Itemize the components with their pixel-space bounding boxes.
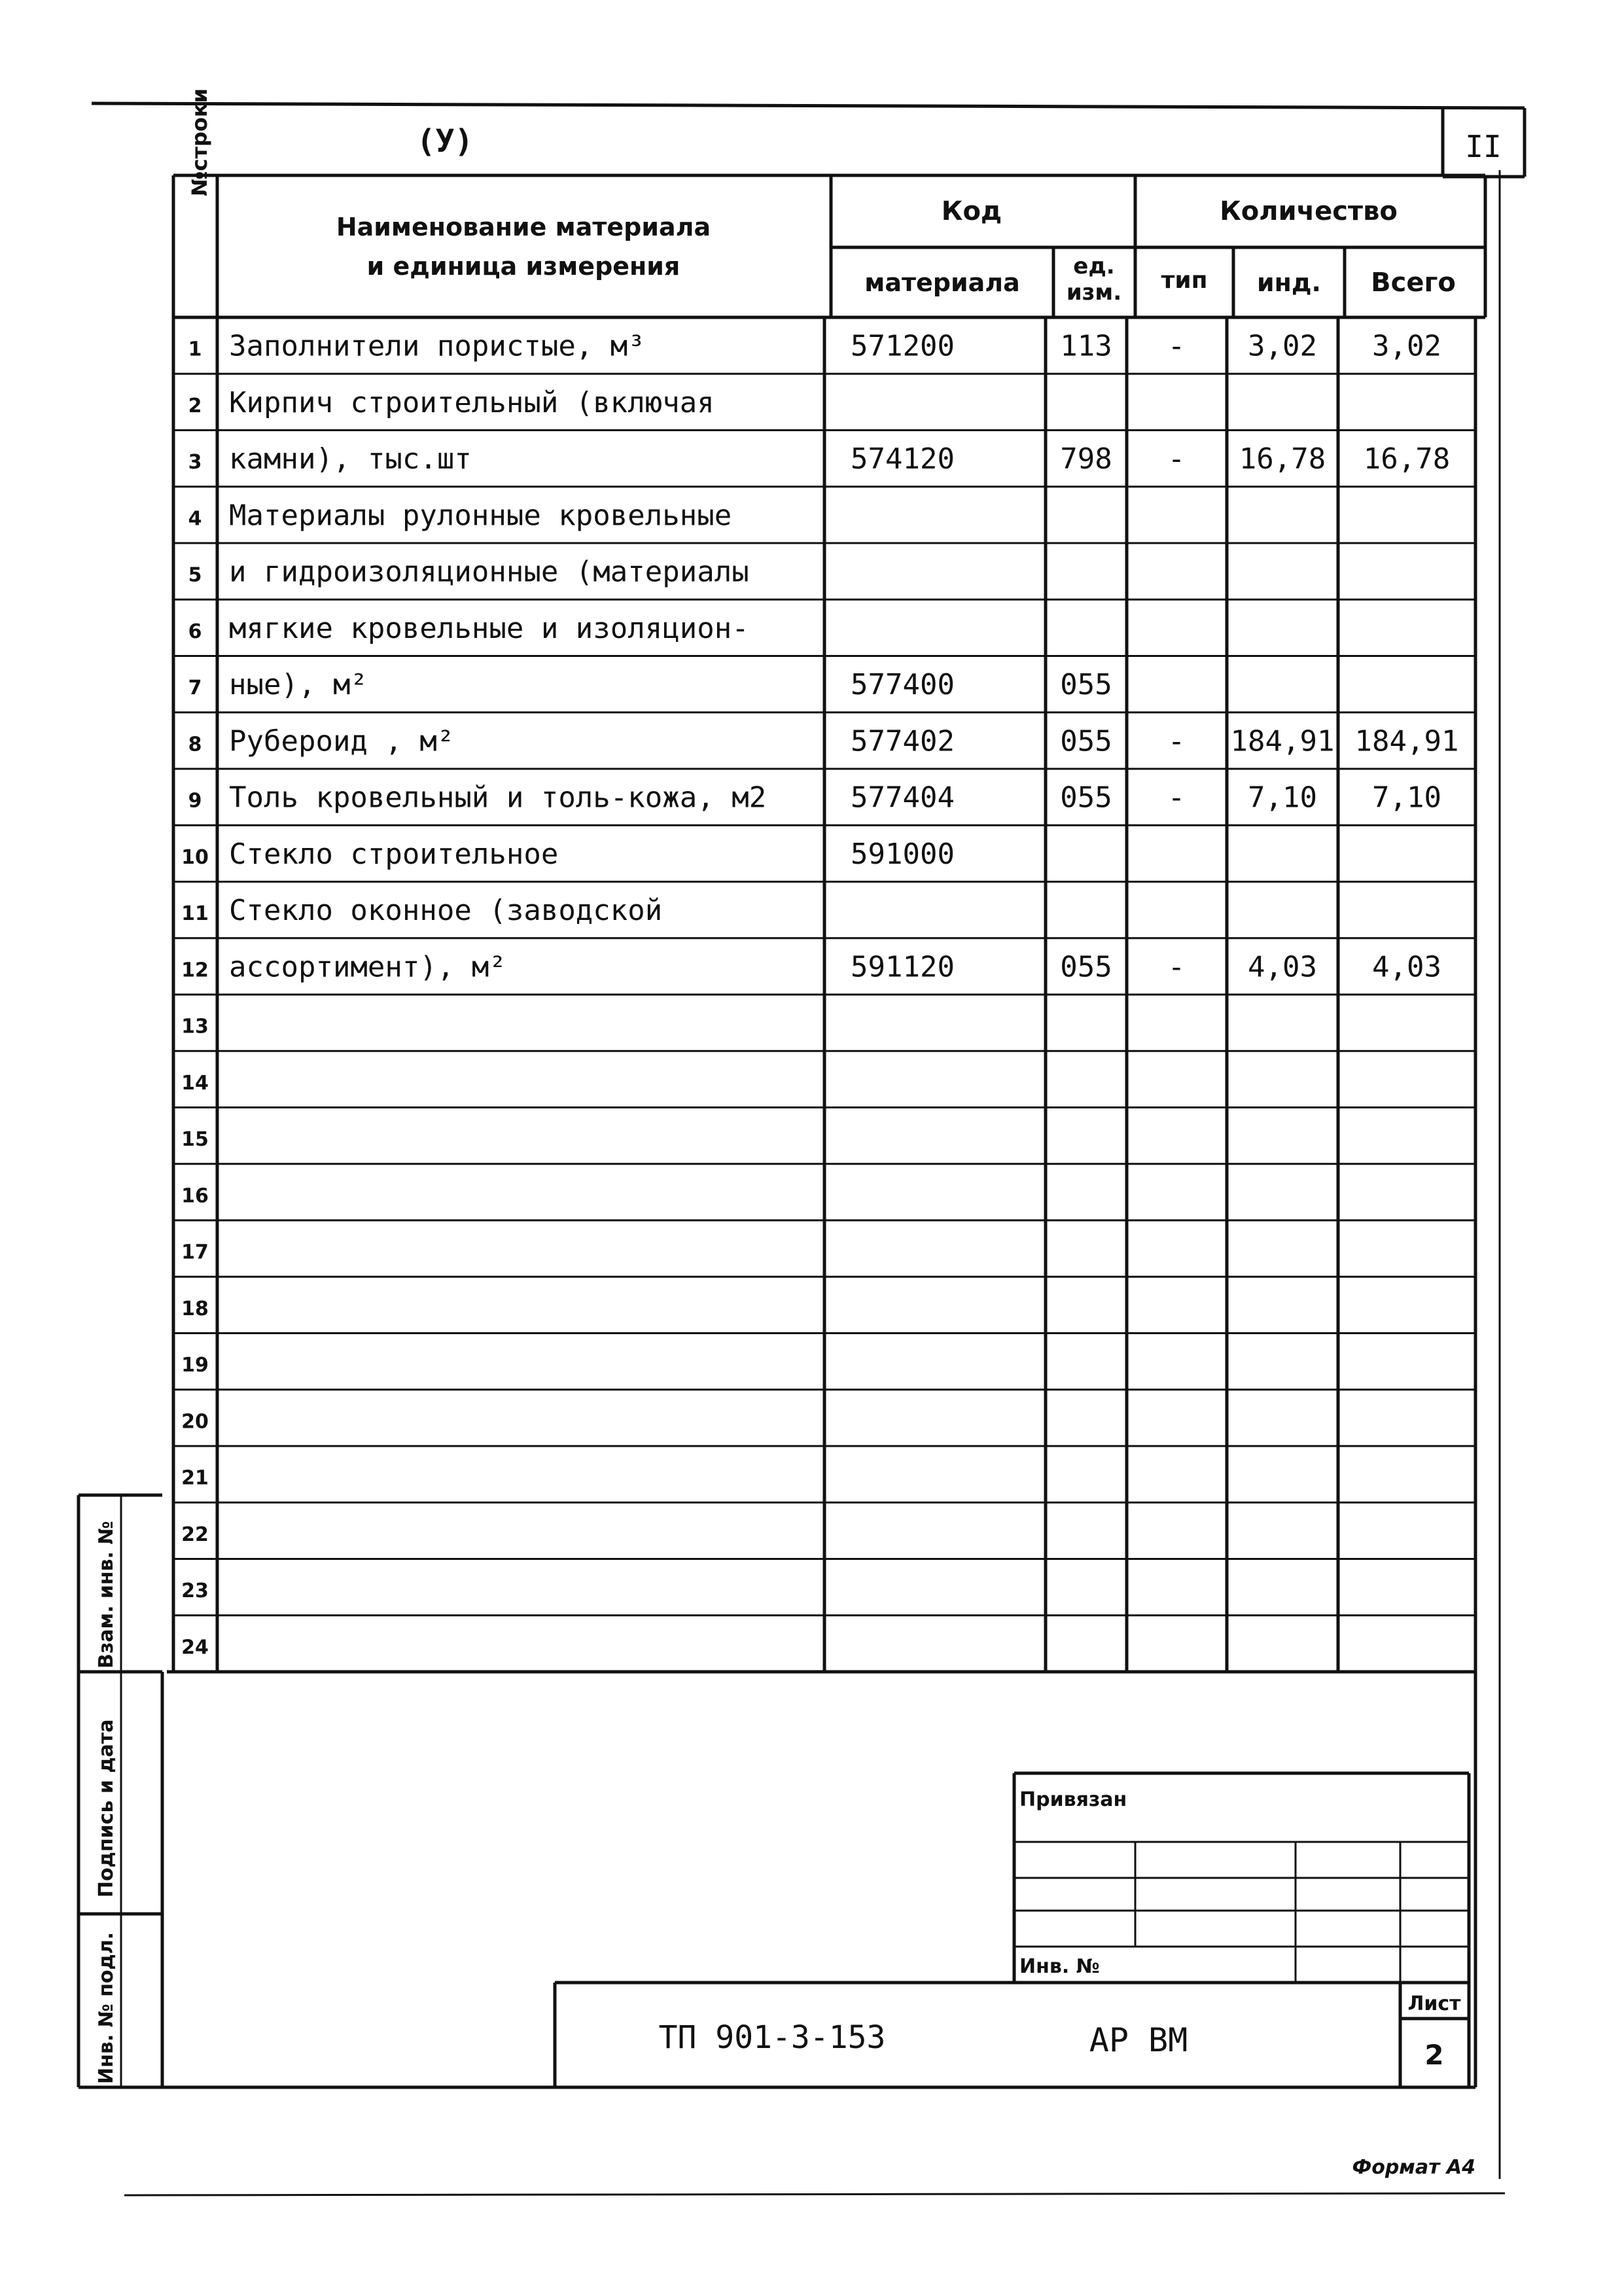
row-number: 4 bbox=[188, 507, 202, 531]
side-label-replace-inventory: Взам. инв. № bbox=[95, 1521, 118, 1669]
material-name: и гидроизоляционные (материалы bbox=[229, 555, 749, 589]
header-unit-line1: ед. bbox=[1073, 253, 1115, 279]
material-code: 591120 bbox=[851, 950, 955, 984]
material-name: Материалы рулонные кровельные bbox=[229, 499, 732, 533]
unit-code: 113 bbox=[1060, 329, 1112, 363]
row-number: 8 bbox=[188, 733, 202, 756]
unit-code: 798 bbox=[1060, 442, 1112, 476]
row-number: 2 bbox=[188, 394, 202, 417]
material-code: 591000 bbox=[851, 837, 955, 871]
material-code: 577400 bbox=[851, 668, 955, 702]
header-material: материала bbox=[864, 268, 1020, 297]
total-quantity: 7,10 bbox=[1372, 781, 1441, 815]
row-number: 18 bbox=[181, 1297, 209, 1320]
row-number: 23 bbox=[181, 1580, 209, 1603]
material-name: Толь кровельный и толь-кожа, м2 bbox=[229, 781, 767, 815]
individual-quantity: 7,10 bbox=[1248, 781, 1317, 815]
stamp-sheet-number: 2 bbox=[1424, 2039, 1444, 2071]
material-name: камни), тыс.шт bbox=[229, 442, 472, 476]
header-type: тип bbox=[1161, 267, 1208, 294]
stamp-section: АР ВМ bbox=[1089, 2021, 1188, 2059]
format-note: Формат А4 bbox=[1352, 2156, 1475, 2179]
row-number: 3 bbox=[188, 451, 202, 474]
header-ind: инд. bbox=[1256, 268, 1322, 297]
individual-quantity: 4,03 bbox=[1248, 950, 1317, 984]
stamp-inventory-label: Инв. № bbox=[1019, 1955, 1100, 1978]
header-total: Всего bbox=[1371, 268, 1456, 298]
header-name-line2: и единица измерения bbox=[366, 252, 680, 281]
material-name: ассортимент), м² bbox=[229, 950, 506, 984]
stamp-designation: ТП 901-3-153 bbox=[658, 2019, 886, 2056]
row-number: 16 bbox=[181, 1184, 209, 1208]
row-number: 21 bbox=[181, 1466, 209, 1490]
row-number: 7 bbox=[188, 677, 202, 700]
material-code: 574120 bbox=[851, 442, 955, 476]
row-number: 24 bbox=[181, 1636, 209, 1659]
row-number: 11 bbox=[181, 902, 209, 926]
material-name: Заполнители пористые, м³ bbox=[229, 329, 645, 363]
row-number: 12 bbox=[181, 959, 209, 982]
material-code: 571200 bbox=[851, 329, 955, 363]
row-number: 6 bbox=[188, 620, 202, 643]
material-name: Рубероид , м² bbox=[229, 724, 455, 758]
row-number: 13 bbox=[181, 1015, 209, 1038]
row-number: 19 bbox=[181, 1354, 209, 1377]
total-quantity: 4,03 bbox=[1372, 950, 1441, 984]
unit-code: 055 bbox=[1060, 724, 1112, 758]
variant-mark: (У) bbox=[416, 123, 474, 160]
sheet-corner-number: II bbox=[1465, 129, 1502, 164]
total-quantity: 16,78 bbox=[1363, 442, 1451, 476]
individual-quantity: 184,91 bbox=[1230, 724, 1335, 758]
individual-quantity: 3,02 bbox=[1248, 329, 1317, 363]
type-quantity: - bbox=[1167, 329, 1186, 363]
material-code: 577404 bbox=[851, 781, 955, 815]
individual-quantity: 16,78 bbox=[1239, 442, 1326, 476]
row-number: 17 bbox=[181, 1241, 209, 1264]
unit-code: 055 bbox=[1060, 950, 1112, 984]
header-quantity: Количество bbox=[1220, 196, 1398, 226]
type-quantity: - bbox=[1167, 950, 1186, 984]
material-name: ные), м² bbox=[229, 668, 368, 702]
material-name: Стекло оконное (заводской bbox=[229, 894, 663, 928]
row-number: 14 bbox=[181, 1071, 209, 1095]
header-unit-line2: изм. bbox=[1066, 279, 1122, 306]
side-label-original-inventory: Инв. № подл. bbox=[95, 1932, 118, 2084]
header-code: Код bbox=[941, 196, 1002, 226]
material-name: Стекло строительное bbox=[229, 837, 559, 871]
header-name-line1: Наименование материала bbox=[336, 213, 711, 241]
total-quantity: 184,91 bbox=[1354, 724, 1459, 758]
total-quantity: 3,02 bbox=[1372, 329, 1441, 363]
header-row-number: №строки bbox=[187, 88, 212, 196]
row-number: 20 bbox=[181, 1410, 209, 1434]
stamp-sheet-label: Лист bbox=[1407, 1992, 1461, 2015]
unit-code: 055 bbox=[1060, 668, 1112, 702]
row-number: 1 bbox=[188, 338, 202, 361]
material-name: мягкие кровельные и изоляцион- bbox=[229, 611, 749, 645]
row-number: 15 bbox=[181, 1128, 209, 1152]
unit-code: 055 bbox=[1060, 781, 1112, 815]
type-quantity: - bbox=[1167, 781, 1186, 815]
row-number: 10 bbox=[181, 845, 209, 869]
type-quantity: - bbox=[1167, 724, 1186, 758]
side-label-signature-date: Подпись и дата bbox=[95, 1719, 118, 1898]
material-code: 577402 bbox=[851, 724, 955, 758]
material-name: Кирпич строительный (включая bbox=[229, 385, 715, 419]
row-number: 22 bbox=[181, 1523, 209, 1546]
stamp-bound-label: Привязан bbox=[1019, 1788, 1127, 1811]
type-quantity: - bbox=[1167, 442, 1186, 476]
row-number: 9 bbox=[188, 789, 202, 813]
row-number: 5 bbox=[188, 563, 202, 587]
